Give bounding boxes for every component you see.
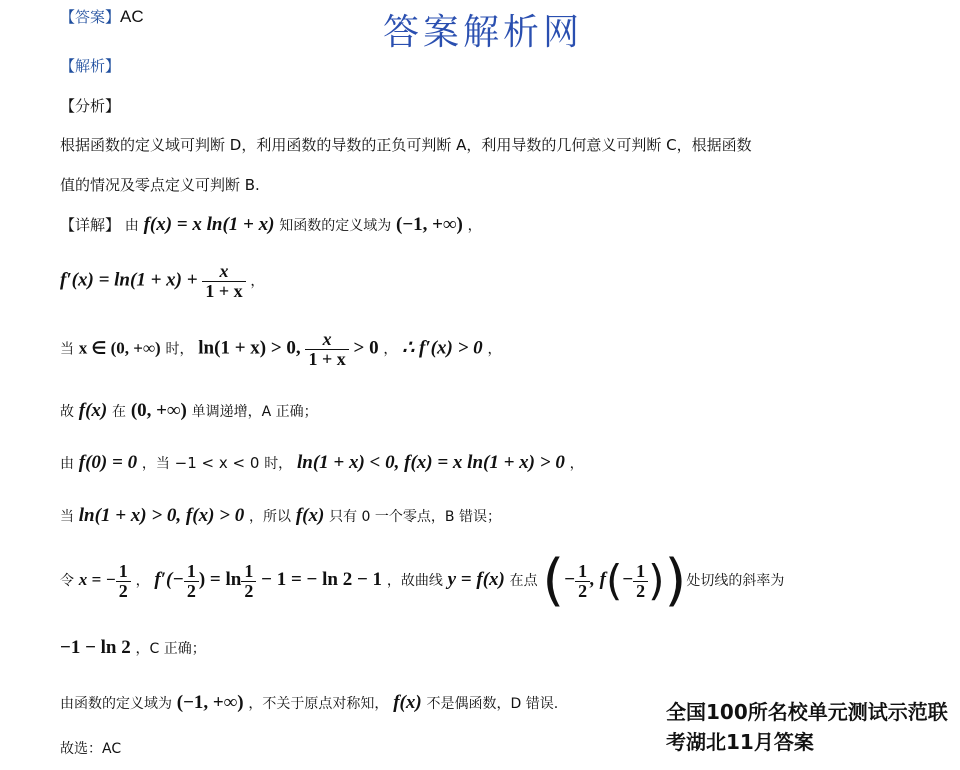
detail-line-5: [60, 452, 584, 474]
fenxi-line-2: 值的情况及零点定义可判断 B.: [60, 176, 260, 194]
text: 不是偶函数，D 错误.: [426, 696, 559, 712]
fenxi-tag: 【分析】: [60, 97, 121, 115]
math-minus: −: [564, 569, 576, 590]
math-slope-value: − 1 = − ln 2 − 1: [261, 569, 383, 590]
denominator: 2: [578, 580, 588, 601]
text: 只有 0 一个零点，B 错误；: [329, 509, 501, 525]
detail-line-1: [60, 214, 482, 236]
fraction: [305, 330, 348, 369]
denominator: 1 + x: [308, 348, 346, 369]
fraction: [633, 562, 648, 601]
denominator: 2: [636, 580, 646, 601]
math-domain: (−1, +∞): [396, 214, 463, 235]
text: 由: [60, 456, 74, 472]
detail-line-10: 故选：AC: [60, 741, 122, 757]
math-interval: (0, +∞): [130, 400, 187, 421]
numerator: x: [202, 262, 245, 282]
math-gt-zero: > 0: [353, 337, 379, 359]
paren-left: (: [542, 548, 565, 613]
math-fx-def: f(x) = x ln(1 + x): [143, 214, 275, 235]
text: 在: [112, 404, 127, 420]
math-fx: f(x): [393, 692, 422, 713]
detail-line-4: [60, 400, 318, 422]
text: 当: [60, 509, 74, 525]
text: ，C 正确；: [135, 641, 206, 657]
denominator: 2: [186, 580, 196, 601]
fraction: [116, 562, 131, 601]
fenxi-line-1: 根据函数的定义域可判断 D，利用函数的导数的正负可判断 A，利用导数的几何意义可判断 C，根据函数: [60, 136, 752, 154]
numerator: 1: [575, 562, 590, 582]
text: 单调递增，A 正确；: [191, 404, 318, 420]
text: ，不关于原点对称知，: [248, 696, 389, 712]
text: 处切线的斜率为: [686, 573, 785, 589]
overlay-title: [666, 697, 948, 757]
math-domain: (−1, +∞): [176, 692, 244, 713]
text: ，: [383, 341, 398, 358]
paren-left-inner: (: [605, 556, 623, 605]
text: 在点: [509, 573, 538, 589]
text: ，: [487, 341, 502, 358]
detail-line-2: [60, 262, 264, 301]
math-therefore: ∴ f′(x) > 0: [402, 337, 483, 359]
answer-line: [60, 6, 144, 27]
math-positive-case: ln(1 + x) > 0, f(x) > 0: [78, 505, 245, 526]
math-slope: −1 − ln 2: [60, 637, 131, 658]
text: 时，: [264, 456, 293, 472]
text: 由函数的定义域为: [60, 696, 172, 712]
math-range: −1 < x < 0: [174, 454, 260, 472]
math-fx: f(x): [78, 400, 108, 421]
paren-right-inner: ): [648, 556, 665, 605]
fraction: [184, 562, 199, 601]
fraction: [575, 562, 590, 601]
text: ，故曲线: [386, 573, 443, 589]
fraction: [241, 562, 256, 601]
text: 知函数的定义域为: [279, 218, 392, 234]
answer-value: AC: [120, 7, 144, 26]
text: ，当: [141, 456, 170, 472]
math-f-zero: f(0) = 0: [78, 452, 138, 473]
text: ，所以: [249, 509, 292, 525]
numerator: 1: [184, 562, 199, 582]
detail-line-9: [60, 692, 558, 714]
math-ln-positive: ln(1 + x) > 0,: [198, 337, 301, 359]
fraction: [202, 262, 245, 301]
text: ，: [135, 573, 150, 589]
numerator: 1: [241, 562, 256, 582]
answer-tag: 【答案】: [60, 8, 121, 26]
denominator: 1 + x: [205, 280, 243, 301]
text: 当: [60, 341, 74, 358]
watermark-title: 答案解析网: [383, 12, 584, 53]
math-fprime: f′(−: [154, 569, 184, 590]
numerator: 1: [116, 562, 131, 582]
overlay-line-2: 考湖北11月答案: [666, 730, 814, 754]
math-curve: y = f(x): [447, 569, 505, 590]
math-fx: f(x): [295, 505, 325, 526]
text: ，: [569, 456, 584, 472]
detail-line-6: [60, 505, 501, 527]
detail-tag: 【详解】: [60, 216, 121, 234]
detail-line-7: [60, 548, 785, 613]
math-interval: x ∈ (0, +∞): [78, 338, 161, 358]
detail-line-8: [60, 637, 206, 659]
text: 由: [124, 218, 139, 234]
math-minus: −: [622, 569, 634, 590]
math-derivative: f′(x) = ln(1 + x) +: [60, 269, 198, 291]
math-x-value: x = −: [78, 570, 116, 589]
math-eq-ln: ) = ln: [198, 569, 242, 590]
math-negative-case: ln(1 + x) < 0, f(x) = x ln(1 + x) > 0: [296, 452, 565, 473]
text: 故: [60, 404, 74, 420]
overlay-line-1: 全国100所名校单元测试示范联: [666, 700, 948, 724]
numerator: x: [305, 330, 348, 350]
denominator: 2: [118, 580, 128, 601]
denominator: 2: [244, 580, 254, 601]
paren-right: ): [664, 548, 687, 613]
numerator: 1: [633, 562, 648, 582]
math-f: , f: [590, 569, 606, 590]
text: ，: [250, 273, 265, 290]
text: 令: [60, 573, 74, 589]
text: 时，: [165, 341, 194, 358]
detail-line-3: [60, 330, 501, 369]
text: ，: [467, 218, 482, 234]
analysis-tag: 【解析】: [60, 57, 121, 75]
